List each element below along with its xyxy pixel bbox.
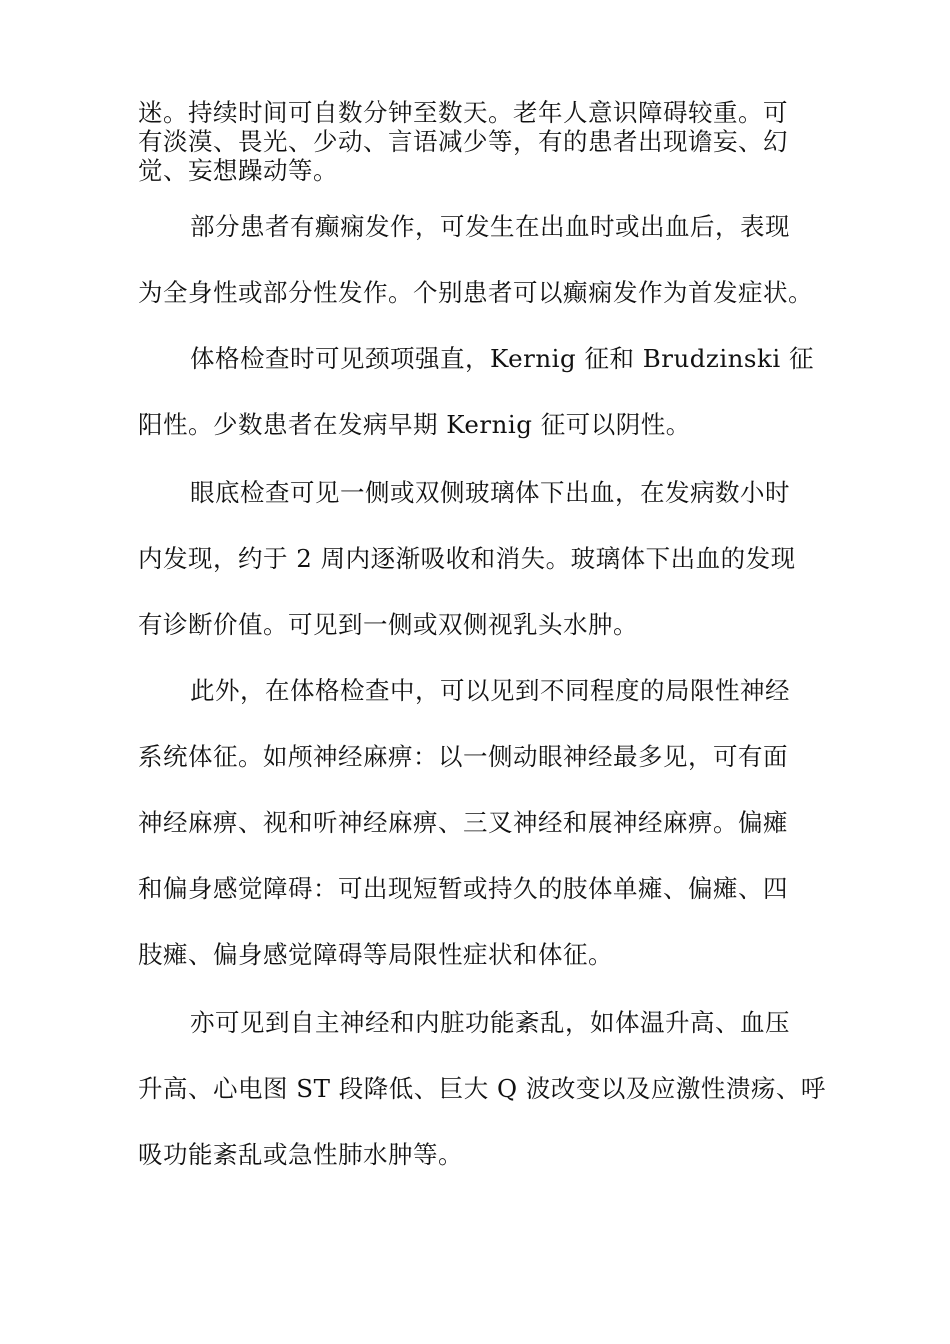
text-line: 吸功能紊乱或急性肺水肿等。 <box>138 1140 463 1169</box>
text-line: 升高、心电图 ST 段降低、巨大 Q 波改变以及应激性溃疡、呼 <box>138 1074 826 1103</box>
text-line: 阳性。少数患者在发病早期 Kernig 征可以阴性。 <box>138 410 691 439</box>
paragraph-first-line: 体格检查时可见颈项强直，Kernig 征和 Brudzinski 征 <box>190 344 814 373</box>
text-line: 迷。持续时间可自数分钟至数天。老年人意识障碍较重。可 <box>138 98 788 127</box>
text-line: 和偏身感觉障碍：可出现短暂或持久的肢体单瘫、偏瘫、四 <box>138 874 788 903</box>
paragraph-first-line: 此外，在体格检查中，可以见到不同程度的局限性神经 <box>190 676 790 705</box>
paragraph-first-line: 眼底检查可见一侧或双侧玻璃体下出血，在发病数小时 <box>190 478 790 507</box>
text-line: 有淡漠、畏光、少动、言语减少等，有的患者出现谵妄、幻 <box>138 127 788 156</box>
text-line: 肢瘫、偏身感觉障碍等局限性症状和体征。 <box>138 940 613 969</box>
text-line: 系统体征。如颅神经麻痹：以一侧动眼神经最多见，可有面 <box>138 742 788 771</box>
paragraph-first-line: 亦可见到自主神经和内脏功能紊乱，如体温升高、血压 <box>190 1008 790 1037</box>
text-line: 神经麻痹、视和听神经麻痹、三叉神经和展神经麻痹。偏瘫 <box>138 808 788 837</box>
text-line: 有诊断价值。可见到一侧或双侧视乳头水肿。 <box>138 610 638 639</box>
paragraph-first-line: 部分患者有癫痫发作，可发生在出血时或出血后，表现 <box>190 212 790 241</box>
text-line: 为全身性或部分性发作。个别患者可以癫痫发作为首发症状。 <box>138 278 813 307</box>
text-line: 内发现，约于 2 周内逐渐吸收和消失。玻璃体下出血的发现 <box>138 544 796 573</box>
text-line: 觉、妄想躁动等。 <box>138 156 338 185</box>
